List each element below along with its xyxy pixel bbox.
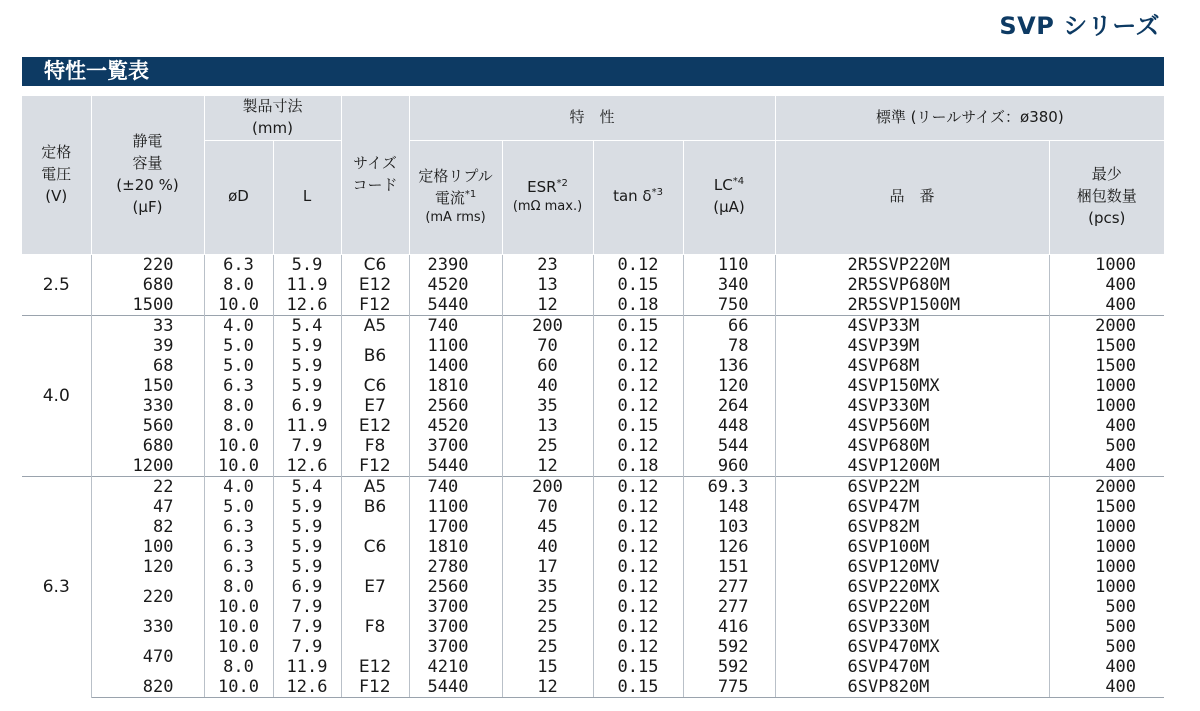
esr-cell: 12 [502,456,593,477]
part-number-cell: 4SVP68M [775,356,1049,376]
min-pack-cell: 1000 [1095,576,1137,597]
lc-cell: 750 [683,295,775,316]
table-row [22,497,1164,517]
tan-cell: 0.12 [593,476,683,497]
capacitance-cell: 560 [91,416,204,436]
esr-cell: 12 [502,295,593,316]
ripple-cell: 2560 [409,396,502,416]
size-code-cell: E7 [341,396,409,416]
size-code-cell: F12 [341,295,409,316]
esr-cell: 35 [502,396,593,416]
lc-cell: 277 [683,597,775,617]
phid-cell: 6.3 [204,537,273,557]
section-title: 特性一覧表 [44,59,149,83]
size-code-cell: E12 [341,416,409,436]
min-pack-cell: 500 [1105,636,1137,657]
esr-cell: 13 [502,416,593,436]
min-pack-cell: 1000 [1095,536,1137,557]
min-pack-cell: 400 [1049,677,1164,698]
capacitance-cell: 330 [91,617,204,637]
l-cell: 5.9 [273,517,341,537]
phid-cell: 8.0 [204,416,273,436]
table-row [22,356,1164,376]
phid-cell: 10.0 [204,597,273,617]
ripple-cell: 2780 [409,557,502,577]
header-characteristics: 特 性 [409,96,775,140]
ripple-cell: 4520 [409,416,502,436]
header-capacitance: 静電 容量 (±20 %) (μF) [91,96,204,254]
table-row [22,517,1164,537]
l-cell: 7.9 [273,597,341,617]
min-pack-cell: 1000 [1095,375,1137,396]
lc-cell: 340 [683,275,775,295]
phid-cell: 4.0 [204,476,273,497]
min-pack-cell: 400 [1105,656,1137,677]
l-cell: 12.6 [273,295,341,316]
part-number-cell: 4SVP39M [775,336,1049,356]
l-cell: 5.9 [273,356,341,376]
table-row [22,537,1164,557]
lc-cell: 277 [683,577,775,597]
lc-cell: 592 [683,637,775,657]
lc-cell: 78 [683,336,775,356]
header-esr: ESR$^{*2}$ (mΩ max.) [502,140,593,254]
phid-cell: 10.0 [204,295,273,316]
lc-cell: 592 [683,657,775,677]
part-number-cell: 6SVP330M [775,617,1049,637]
capacitance-cell: 82 [91,517,204,537]
ripple-cell: 3700 [409,617,502,637]
phid-cell: 8.0 [204,396,273,416]
size-code-cell: A5 [341,315,409,336]
size-code-cell: F8 [341,597,409,657]
l-cell: 11.9 [273,275,341,295]
table-row [22,315,1164,336]
esr-cell: 40 [502,537,593,557]
min-pack-cell: 1500 [1095,355,1137,376]
series-title: SVP シリーズ [999,12,1160,40]
l-cell: 5.9 [273,537,341,557]
lc-cell: 960 [683,456,775,477]
min-pack-cell: 400 [1105,274,1137,295]
l-cell: 5.9 [273,376,341,396]
esr-cell: 13 [502,275,593,295]
l-cell: 5.4 [273,315,341,336]
esr-cell: 70 [502,336,593,356]
lc-cell: 151 [683,557,775,577]
capacitance-cell: 68 [91,356,204,376]
tan-cell: 0.12 [593,637,683,657]
size-code-cell: C6 [341,254,409,275]
header-dimensions: 製品寸法 (mm) [204,96,341,140]
header-tan: $\tan \delta^{*3}$ [593,140,683,254]
l-cell: 5.4 [273,476,341,497]
esr-cell: 25 [502,436,593,456]
table-row [22,456,1164,477]
lc-cell: 136 [683,356,775,376]
phid-cell: 10.0 [204,677,273,698]
part-number-cell: 4SVP330M [775,396,1049,416]
ripple-cell: 740 [409,476,502,497]
min-pack-cell: 500 [1105,616,1137,637]
esr-cell: 15 [502,657,593,677]
voltage-cell: 4.0 [22,315,91,476]
tan-cell: 0.12 [593,577,683,597]
characteristics-table [22,96,1164,698]
header-phid: øD [204,140,273,254]
tan-cell: 0.18 [593,295,683,316]
table-row [22,416,1164,436]
table-row [22,677,1164,698]
tan-cell: 0.15 [593,677,683,698]
l-cell: 5.9 [273,254,341,275]
size-code-cell: C6 [341,517,409,577]
tan-cell: 0.12 [593,376,683,396]
min-pack-cell: 1500 [1095,335,1137,356]
table-row [22,295,1164,316]
part-number-cell: 6SVP120MV [775,557,1049,577]
part-number-cell: 6SVP470M [775,657,1049,677]
tan-cell: 0.12 [593,537,683,557]
ripple-cell: 5440 [409,456,502,477]
part-number-cell: 4SVP33M [775,315,1049,336]
phid-cell: 6.3 [204,557,273,577]
part-number-cell: 6SVP100M [775,537,1049,557]
ripple-cell: 5440 [409,677,502,698]
part-number-cell: 2R5SVP220M [775,254,1049,275]
phid-cell: 8.0 [204,657,273,677]
size-code-cell: F12 [341,456,409,477]
tan-cell: 0.12 [593,436,683,456]
part-number-cell: 6SVP220M [775,597,1049,617]
lc-cell: 544 [683,436,775,456]
ripple-cell: 740 [409,315,502,336]
esr-cell: 200 [502,315,593,336]
capacitance-cell: 820 [91,677,204,698]
table-row [22,557,1164,577]
l-cell: 5.9 [273,497,341,517]
ripple-cell: 3700 [409,436,502,456]
part-number-cell: 6SVP82M [775,517,1049,537]
header-size-code: サイズ コード [341,96,409,254]
table-row [22,637,1164,657]
table-row [22,396,1164,416]
ripple-cell: 1810 [409,537,502,557]
phid-cell: 10.0 [204,637,273,657]
l-cell: 12.6 [273,456,341,477]
esr-cell: 35 [502,577,593,597]
phid-cell: 6.3 [204,517,273,537]
header-min-pack: 最少 梱包数量 (pcs) [1049,140,1164,254]
l-cell: 6.9 [273,577,341,597]
header-l: L [273,140,341,254]
tan-cell: 0.12 [593,336,683,356]
table-row [22,436,1164,456]
phid-cell: 5.0 [204,497,273,517]
min-pack-cell: 400 [1105,455,1137,476]
tan-cell: 0.12 [593,557,683,577]
ripple-cell: 1810 [409,376,502,396]
phid-cell: 8.0 [204,577,273,597]
part-number-cell: 6SVP22M [775,476,1049,497]
min-pack-cell: 1000 [1095,516,1137,537]
lc-cell: 148 [683,497,775,517]
size-code-cell: C6 [341,376,409,396]
phid-cell: 10.0 [204,617,273,637]
tan-cell: 0.12 [593,617,683,637]
lc-cell: 775 [683,677,775,698]
part-number-cell: 4SVP680M [775,436,1049,456]
capacitance-cell: 150 [91,376,204,396]
part-number-cell: 6SVP470MX [775,637,1049,657]
lc-cell: 66 [683,315,775,336]
esr-cell: 25 [502,597,593,617]
min-pack-cell: 1000 [1095,556,1137,577]
min-pack-cell: 500 [1105,435,1137,456]
part-number-cell: 2R5SVP1500M [775,295,1049,316]
part-number-cell: 6SVP820M [775,677,1049,698]
phid-cell: 5.0 [204,336,273,356]
ripple-cell: 2560 [409,577,502,597]
phid-cell: 4.0 [204,315,273,336]
tan-cell: 0.12 [593,497,683,517]
header-standard: 標準 (リールサイズ：ø380) [775,96,1164,140]
l-cell: 5.9 [273,336,341,356]
table-row [22,617,1164,637]
tan-cell: 0.15 [593,657,683,677]
ripple-cell: 4520 [409,275,502,295]
table-row [22,376,1164,396]
size-code-cell: E7 [341,577,409,597]
header-voltage: 定格 電圧 (V) [22,96,91,254]
size-code-cell: F12 [341,677,409,698]
min-pack-cell: 400 [1105,415,1137,436]
capacitance-cell: 100 [91,537,204,557]
capacitance-cell: 680 [91,275,204,295]
tan-cell: 0.12 [593,597,683,617]
min-pack-cell: 2000 [1049,315,1164,336]
tan-cell: 0.12 [593,356,683,376]
l-cell: 5.9 [273,557,341,577]
lc-cell: 416 [683,617,775,637]
capacitance-cell: 1500 [91,295,204,316]
lc-cell: 110 [683,254,775,275]
part-number-cell: 4SVP1200M [775,456,1049,477]
capacitance-cell: 33 [91,315,204,336]
lc-cell: 120 [683,376,775,396]
ripple-cell: 3700 [409,597,502,617]
ripple-cell: 1700 [409,517,502,537]
tan-cell: 0.15 [593,275,683,295]
table-row [22,336,1164,356]
ripple-cell: 1400 [409,356,502,376]
table-row [22,476,1164,497]
esr-cell: 12 [502,677,593,698]
tan-cell: 0.15 [593,315,683,336]
ripple-cell: 4210 [409,657,502,677]
min-pack-cell: 500 [1105,596,1137,617]
part-number-cell: 4SVP560M [775,416,1049,436]
size-code-cell: B6 [341,497,409,517]
esr-cell: 17 [502,557,593,577]
l-cell: 7.9 [273,436,341,456]
phid-cell: 10.0 [204,456,273,477]
esr-cell: 23 [502,254,593,275]
esr-cell: 25 [502,637,593,657]
part-number-cell: 6SVP220MX [775,577,1049,597]
l-cell: 7.9 [273,637,341,657]
tan-cell: 0.15 [593,416,683,436]
capacitance-cell: 39 [91,336,204,356]
size-code-cell: B6 [341,336,409,376]
part-number-cell: 2R5SVP680M [775,275,1049,295]
capacitance-cell: 22 [91,476,204,497]
voltage-cell: 6.3 [22,476,91,697]
l-cell: 7.9 [273,617,341,637]
part-number-cell: 4SVP150MX [775,376,1049,396]
size-code-cell: F8 [341,436,409,456]
table-row [22,254,1164,275]
l-cell: 12.6 [273,677,341,698]
ripple-cell: 1100 [409,336,502,356]
min-pack-cell: 2000 [1049,476,1164,497]
tan-cell: 0.12 [593,396,683,416]
min-pack-cell: 1000 [1095,395,1137,416]
l-cell: 11.9 [273,657,341,677]
size-code-cell: A5 [341,476,409,497]
l-cell: 11.9 [273,416,341,436]
esr-cell: 40 [502,376,593,396]
table-row [22,577,1164,597]
lc-cell: 264 [683,396,775,416]
capacitance-cell: 1200 [91,456,204,477]
tan-cell: 0.12 [593,254,683,275]
lc-cell: 448 [683,416,775,436]
lc-cell: 103 [683,517,775,537]
lc-cell: 69.3 [683,476,775,497]
capacitance-cell: 330 [91,396,204,416]
ripple-cell: 2390 [409,254,502,275]
header-lc: LC$^{*4}$ (μA) [683,140,775,254]
capacitance-cell: 220 [91,577,204,617]
header-ripple: 定格リプル 電流$^{*1}$ (mA rms) [409,140,502,254]
min-pack-cell: 1000 [1049,254,1164,275]
capacitance-cell: 680 [91,436,204,456]
esr-cell: 45 [502,517,593,537]
ripple-cell: 3700 [409,637,502,657]
phid-cell: 6.3 [204,376,273,396]
size-code-cell: E12 [341,657,409,677]
capacitance-cell: 220 [91,254,204,275]
esr-cell: 200 [502,476,593,497]
ripple-cell: 1100 [409,497,502,517]
voltage-cell: 2.5 [22,254,91,315]
section-title-bar [22,57,1164,86]
esr-cell: 70 [502,497,593,517]
capacitance-cell: 120 [91,557,204,577]
phid-cell: 8.0 [204,275,273,295]
min-pack-cell: 1500 [1095,496,1137,517]
phid-cell: 5.0 [204,356,273,376]
header-part-no: 品 番 [775,140,1049,254]
capacitance-cell: 47 [91,497,204,517]
esr-cell: 25 [502,617,593,637]
size-code-cell: E12 [341,275,409,295]
esr-cell: 60 [502,356,593,376]
phid-cell: 6.3 [204,254,273,275]
table-row [22,275,1164,295]
tan-cell: 0.12 [593,517,683,537]
min-pack-cell: 400 [1105,294,1137,315]
l-cell: 6.9 [273,396,341,416]
capacitance-cell: 470 [91,637,204,677]
part-number-cell: 6SVP47M [775,497,1049,517]
lc-cell: 126 [683,537,775,557]
ripple-cell: 5440 [409,295,502,316]
phid-cell: 10.0 [204,436,273,456]
tan-cell: 0.18 [593,456,683,477]
